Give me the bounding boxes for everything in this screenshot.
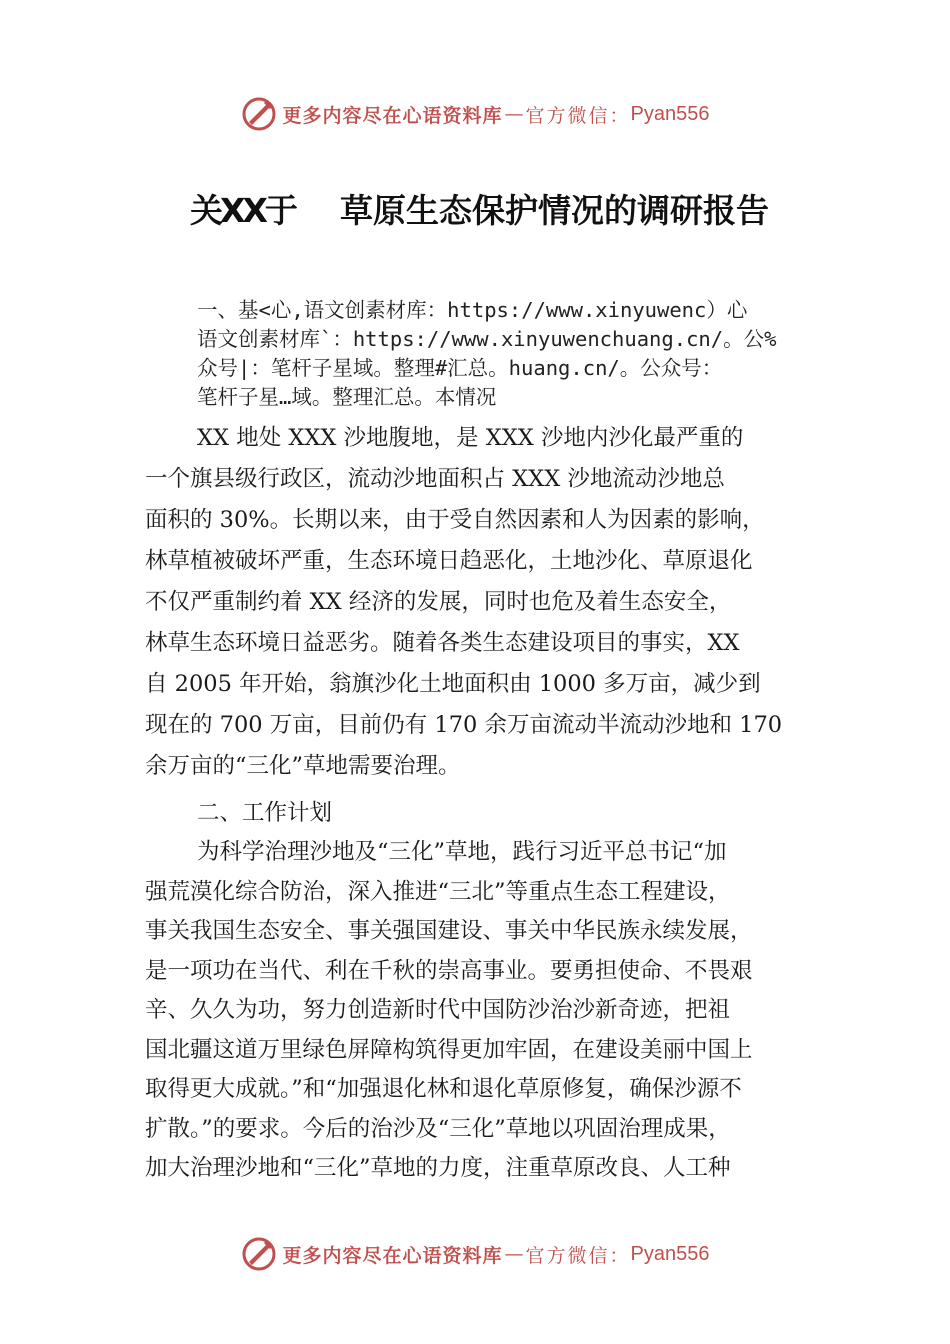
paragraph-line: 林草生态环境日益恶劣。随着各类生态建设项目的事实，XX: [145, 630, 740, 656]
banner-separator: —: [504, 1243, 524, 1265]
section1-heading-line: 笔杆子星…域。整理汇总。本情况: [197, 385, 497, 409]
title-main: 草原生态保护情况的调研报告: [340, 191, 769, 230]
paragraph-line: 不仅严重制约着 XX 经济的发展，同时也危及着生态安全，: [145, 589, 732, 615]
paragraph-line: 为科学治理沙地及“三化”草地，践行习近平总书记“加: [197, 839, 727, 865]
paragraph-line: 林草植被破坏严重，生态环境日趋恶化，土地沙化、草原退化: [145, 548, 753, 574]
paragraph-2: [145, 833, 825, 1189]
section2-heading-wrap: [145, 793, 825, 834]
paragraph-line: 面积的 30%。长期以来，由于受自然因素和人为因素的影响，: [145, 507, 765, 533]
section1-heading: [197, 296, 837, 412]
paragraph-line: 加大治理沙地和“三化”草地的力度，注重草原改良、人工种: [145, 1155, 731, 1181]
section1-heading-line: 众号|：笔杆子星域。整理#汇总。huang.cn/。公众号：: [197, 356, 723, 380]
section1-heading-line: 一、基<心,语文创素材库：https://www.xinyuwenc）心: [197, 298, 748, 322]
banner-account: Pyan556: [630, 102, 710, 125]
paragraph-line: 事关我国生态安全、事关强国建设、事关中华民族永续发展，: [145, 918, 753, 944]
paragraph-line: 强荒漠化综合防治，深入推进“三北”等重点生态工程建设，: [145, 878, 731, 905]
paragraph-1: [145, 418, 825, 787]
title-prefix: 关XX于: [190, 191, 295, 230]
paragraph-line: 取得更大成就。”和“加强退化林和退化草原修复，确保沙源不: [145, 1076, 742, 1102]
brush-logo-icon: [241, 96, 277, 132]
banner-wechat-label: 官方微信：: [525, 1244, 631, 1267]
paragraph-line: 辛、久久为功，努力创造新时代中国防沙治沙新奇迹，把祖: [145, 997, 731, 1023]
header-banner: [0, 94, 950, 134]
paragraph-line: 一个旗县级行政区，流动沙地面积占 XXX 沙地流动沙地总: [145, 466, 725, 492]
banner-separator: —: [504, 103, 524, 125]
document-title: [190, 185, 830, 232]
banner-text: 更多内容尽在心语资料库: [282, 104, 503, 127]
paragraph-line: 扩散。”的要求。今后的治沙及“三化”草地以巩固治理成果，: [145, 1115, 731, 1142]
banner-wechat-label: 官方微信：: [525, 104, 631, 127]
paragraph-line: 现在的 700 万亩，目前仍有 170 余万亩流动半流动沙地和 170: [145, 712, 783, 738]
brush-logo-icon: [241, 1236, 277, 1272]
footer-banner: [0, 1234, 950, 1274]
paragraph-line: XX 地处 XXX 沙地腹地，是 XXX 沙地内沙化最严重的: [197, 425, 744, 451]
paragraph-line: 余万亩的“三化”草地需要治理。: [145, 753, 461, 779]
banner-text: 更多内容尽在心语资料库: [282, 1244, 503, 1267]
paragraph-line: 是一项功在当代、利在千秋的崇高事业。要勇担使命、不畏艰: [145, 957, 753, 984]
paragraph-line: 国北疆这道万里绿色屏障构筑得更加牢固，在建设美丽中国上: [145, 1036, 753, 1063]
paragraph-line: 自 2005 年开始，翁旗沙化土地面积由 1000 多万亩，减少到: [145, 671, 761, 697]
banner-account: Pyan556: [630, 1242, 710, 1265]
section2-heading: 二、工作计划: [197, 800, 333, 826]
section1-heading-line: 语文创素材库`：https://www.xinyuwenchuang.cn/。公%: [197, 327, 777, 351]
